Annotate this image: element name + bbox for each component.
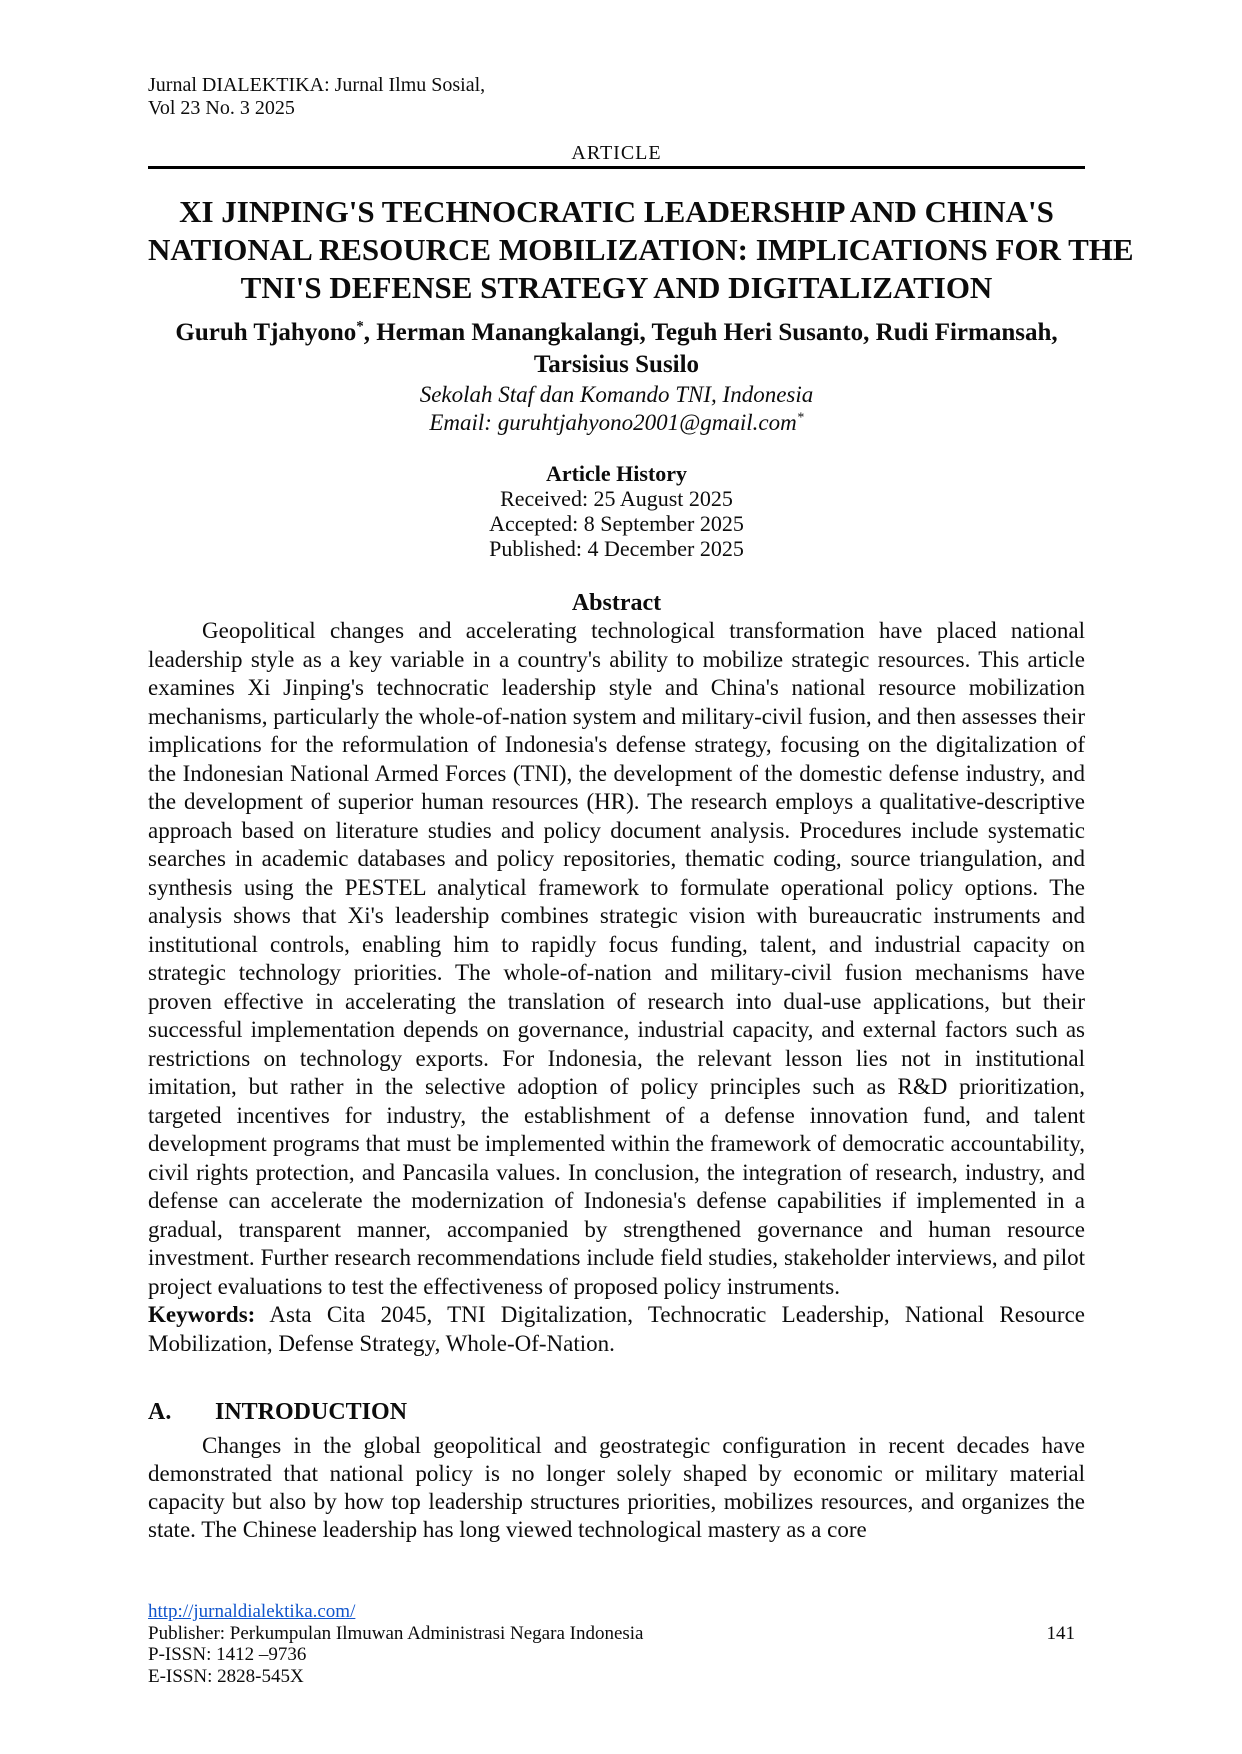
- corresponding-author-asterisk: *: [356, 318, 364, 335]
- section-number: A.: [148, 1399, 172, 1425]
- article-history: [148, 461, 1085, 561]
- keywords-text: Asta Cita 2045, TNI Digitalization, Technocratic Leadership, National Resource Mobilization, Defense Strategy, Whole-Of-Nation.: [148, 1302, 1085, 1356]
- history-accepted: Accepted: 8 September 2025: [489, 511, 744, 536]
- e-issn-line: E-ISSN: 2828-545X: [148, 1665, 304, 1687]
- article-history-heading: Article History: [545, 461, 688, 486]
- p-issn-line: P-ISSN: 1412 –9736: [148, 1644, 307, 1665]
- author-names-rest: , Herman Manangkalangi, Teguh Heri Susanto, Rudi Firmansah,: [363, 319, 1058, 346]
- email-line: [148, 409, 1085, 437]
- journal-url-link[interactable]: http://jurnaldialektika.com/: [148, 1601, 356, 1622]
- introduction-paragraph: Changes in the global geopolitical and geostrategic configuration in recent decades have demonstrated that national policy is no longer solely shaped by economic or military material capacity but also by how top leadership structures priorities, mobilizes resources, and organizes the state. The Chinese leadership has long viewed technological mastery as a core: [148, 1433, 1085, 1542]
- article-title-line: NATIONAL RESOURCE MOBILIZATION: IMPLICATIONS FOR THE: [148, 232, 1134, 267]
- section-title: INTRODUCTION: [215, 1399, 408, 1425]
- abstract-heading: Abstract: [571, 590, 662, 616]
- article-title: [148, 193, 1134, 307]
- author-line: [148, 317, 1085, 349]
- article-title-line: TNI'S DEFENSE STRATEGY AND DIGITALIZATION: [240, 270, 993, 305]
- article-type-label: ARTICLE: [571, 142, 662, 164]
- affiliation: Sekolah Staf dan Komando TNI, Indonesia: [419, 382, 814, 407]
- publisher-row: [148, 1623, 1085, 1645]
- author-list: [148, 317, 1085, 381]
- publisher-line: Publisher: Perkumpulan Ilmuwan Administrasi Negara Indonesia: [148, 1622, 644, 1644]
- article-title-line: XI JINPING'S TECHNOCRATIC LEADERSHIP AND CHINA'S: [179, 194, 1054, 229]
- header-rule: [148, 166, 1085, 169]
- journal-volume: Vol 23 No. 3 2025: [148, 97, 295, 119]
- author-line: Tarsisius Susilo: [533, 351, 700, 378]
- email-text: Email: guruhtjahyono2001@gmail.com: [429, 410, 797, 435]
- history-published: Published: 4 December 2025: [489, 536, 744, 561]
- section-heading-introduction: [148, 1398, 1085, 1426]
- keywords-line: [148, 1301, 1085, 1358]
- journal-name: Jurnal DIALEKTIKA: Jurnal Ilmu Sosial,: [148, 74, 486, 96]
- email-asterisk: *: [796, 409, 804, 425]
- page-number: 141: [1046, 1622, 1075, 1644]
- author-name: Guruh Tjahyono: [175, 319, 357, 346]
- journal-header: [148, 74, 1085, 120]
- history-received: Received: 25 August 2025: [500, 486, 733, 511]
- page-footer: [148, 1601, 1085, 1687]
- abstract-text: Geopolitical changes and accelerating technological transformation have placed national leadership style as a key variable in a country's ability to mobilize strategic resources. This article examines Xi Jinping's technocratic leadership style and China's national resource mobilization mechanisms, particularly the whole-of-nation system and military-civil fusion, and then assesses their implications for the reformulation of Indonesia's defense strategy, focusing on the digitalization of the Indonesian National Armed Forces (TNI), the development of the domestic defense industry, and the development of superior human resources (HR). The research employs a qualitative-descriptive approach based on literature studies and policy document analysis. Procedures include systematic searches in academic databases and policy repositories, thematic coding, source triangulation, and synthesis using the PESTEL analytical framework to formulate operational policy options. The analysis shows that Xi's leadership combines strategic vision with bureaucratic instruments and institutional controls, enabling him to rapidly focus funding, talent, and industrial capacity on strategic technology priorities. The whole-of-nation and military-civil fusion mechanisms have proven effective in accelerating the translation of research into dual-use applications, but their successful implementation depends on governance, industrial capacity, and external factors such as restrictions on technology exports. For Indonesia, the relevant lesson lies not in institutional imitation, but rather in the selective adoption of policy principles such as R&D prioritization, targeted incentives for industry, the establishment of a defense innovation fund, and talent development programs that must be implemented within the framework of democratic accountability, civil rights protection, and Pancasila values. In conclusion, the integration of research, industry, and defense can accelerate the modernization of Indonesia's defense capabilities if implemented in a gradual, transparent manner, accompanied by strengthened governance and human resource investment. Further research recommendations include field studies, stakeholder interviews, and pilot project evaluations to test the effectiveness of proposed policy instruments.: [148, 618, 1086, 1299]
- keywords-label: Keywords:: [148, 1302, 256, 1327]
